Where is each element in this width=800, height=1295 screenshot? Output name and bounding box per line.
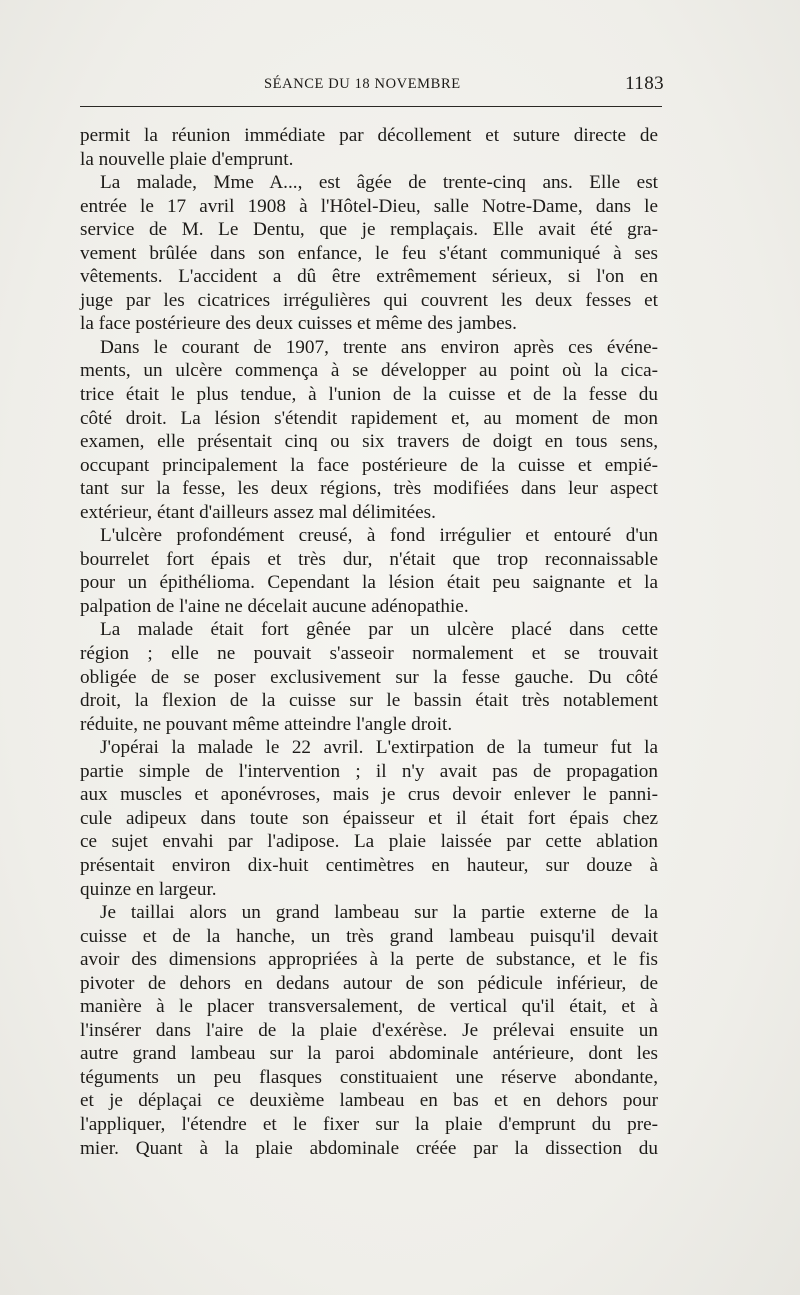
text-line: pour un épithélioma. Cependant la lésion était peu saignante et la <box>80 572 658 594</box>
text-line: Dans le courant de 1907, trente ans environ après ces événe- <box>100 336 658 358</box>
text-line: avoir des dimensions appropriées à la perte de substance, et le fis <box>80 949 658 971</box>
page-number: 1183 <box>625 73 664 94</box>
text-line: obligée de se poser exclusivement sur la fesse gauche. Du côté <box>80 666 658 688</box>
paragraph-6 <box>80 736 658 901</box>
text-line: J'opérai la malade le 22 avril. L'extirpation de la tumeur fut la <box>100 737 658 759</box>
text-line: côté droit. La lésion s'étendit rapidement et, au moment de mon <box>80 407 658 429</box>
running-head <box>78 74 668 98</box>
running-title: SÉANCE DU 18 NOVEMBRE <box>264 76 461 92</box>
text-line: permit la réunion immédiate par décollement et suture directe de <box>80 125 658 146</box>
text-line: région ; elle ne pouvait s'asseoir normalement et se trouvait <box>80 643 658 665</box>
paragraph-4 <box>80 524 658 618</box>
text-line: palpation de l'aine ne décelait aucune adénopathie. <box>80 595 469 617</box>
paragraph-1 <box>80 124 658 171</box>
text-line: cule adipeux dans toute son épaisseur et il était fort épais chez <box>80 807 658 829</box>
text-line: téguments un peu flasques constituaient une réserve abondante, <box>80 1066 658 1088</box>
text-line: La malade était fort gênée par un ulcère placé dans cette <box>100 619 658 641</box>
text-line: bourrelet fort épais et très dur, n'était que trop reconnaissable <box>80 548 658 570</box>
text-line: ce sujet envahi par l'adipose. La plaie laissée par cette ablation <box>80 831 658 853</box>
text-line: autre grand lambeau sur la paroi abdominale antérieure, dont les <box>80 1043 658 1065</box>
text-line: aux muscles et aponévroses, mais je crus devoir enlever le panni- <box>80 784 658 806</box>
text-line: et je déplaçai ce deuxième lambeau en bas et en dehors pour <box>80 1090 658 1112</box>
text-line: partie simple de l'intervention ; il n'y avait pas de propagation <box>80 760 658 782</box>
text-line: mier. Quant à la plaie abdominale créée par la dissection du <box>80 1137 658 1159</box>
text-line: trice était le plus tendue, à l'union de la cuisse et de la fesse du <box>80 384 658 406</box>
paragraph-2 <box>80 171 658 336</box>
paragraph-5 <box>80 618 658 736</box>
text-line: vement brûlée dans son enfance, le feu s'étant communiqué à ses <box>80 242 658 264</box>
text-line: la nouvelle plaie d'emprunt. <box>80 148 294 170</box>
text-line: cuisse et de la hanche, un très grand lambeau puisqu'il devait <box>80 925 658 947</box>
text-line: l'appliquer, l'étendre et le fixer sur la plaie d'emprunt du pre- <box>80 1113 658 1135</box>
body-text <box>80 124 658 1160</box>
paragraph-3 <box>80 336 658 524</box>
text-line: droit, la flexion de la cuisse sur le bassin était très notablement <box>80 690 658 712</box>
text-line: pivoter de dehors en dedans autour de son pédicule inférieur, de <box>80 972 658 994</box>
paragraph-7 <box>80 901 658 1160</box>
header-rule <box>80 106 662 107</box>
text-line: L'ulcère profondément creusé, à fond irrégulier et entouré d'un <box>100 525 658 547</box>
text-line: Je taillai alors un grand lambeau sur la partie externe de la <box>100 902 658 924</box>
text-line: manière à le placer transversalement, de vertical qu'il était, et à <box>80 996 658 1018</box>
text-line: vêtements. L'accident a dû être extrêmement sérieux, si l'on en <box>80 266 658 288</box>
text-line: extérieur, étant d'ailleurs assez mal délimitées. <box>80 501 436 523</box>
text-line: ments, un ulcère commença à se développer au point où la cica- <box>80 360 658 382</box>
text-line: entrée le 17 avril 1908 à l'Hôtel-Dieu, salle Notre-Dame, dans le <box>80 195 658 217</box>
text-line: La malade, Mme A..., est âgée de trente-cinq ans. Elle est <box>100 172 658 194</box>
text-line: la face postérieure des deux cuisses et même des jambes. <box>80 313 517 335</box>
text-line: occupant principalement la face postérieure de la cuisse et empié- <box>80 454 658 476</box>
text-line: réduite, ne pouvant même atteindre l'angle droit. <box>80 713 453 735</box>
text-line: service de M. Le Dentu, que je remplaçais. Elle avait été gra- <box>80 219 658 241</box>
text-line: présentait environ dix-huit centimètres en hauteur, sur douze à <box>80 854 658 876</box>
text-line: juge par les cicatrices irrégulières qui couvrent les deux fesses et <box>80 289 658 311</box>
text-line: tant sur la fesse, les deux régions, très modifiées dans leur aspect <box>80 478 658 500</box>
text-line: examen, elle présentait cinq ou six travers de doigt en tous sens, <box>80 431 658 453</box>
text-line: l'insérer dans l'aire de la plaie d'exérèse. Je prélevai ensuite un <box>80 1019 658 1041</box>
text-line: quinze en largeur. <box>80 878 217 900</box>
